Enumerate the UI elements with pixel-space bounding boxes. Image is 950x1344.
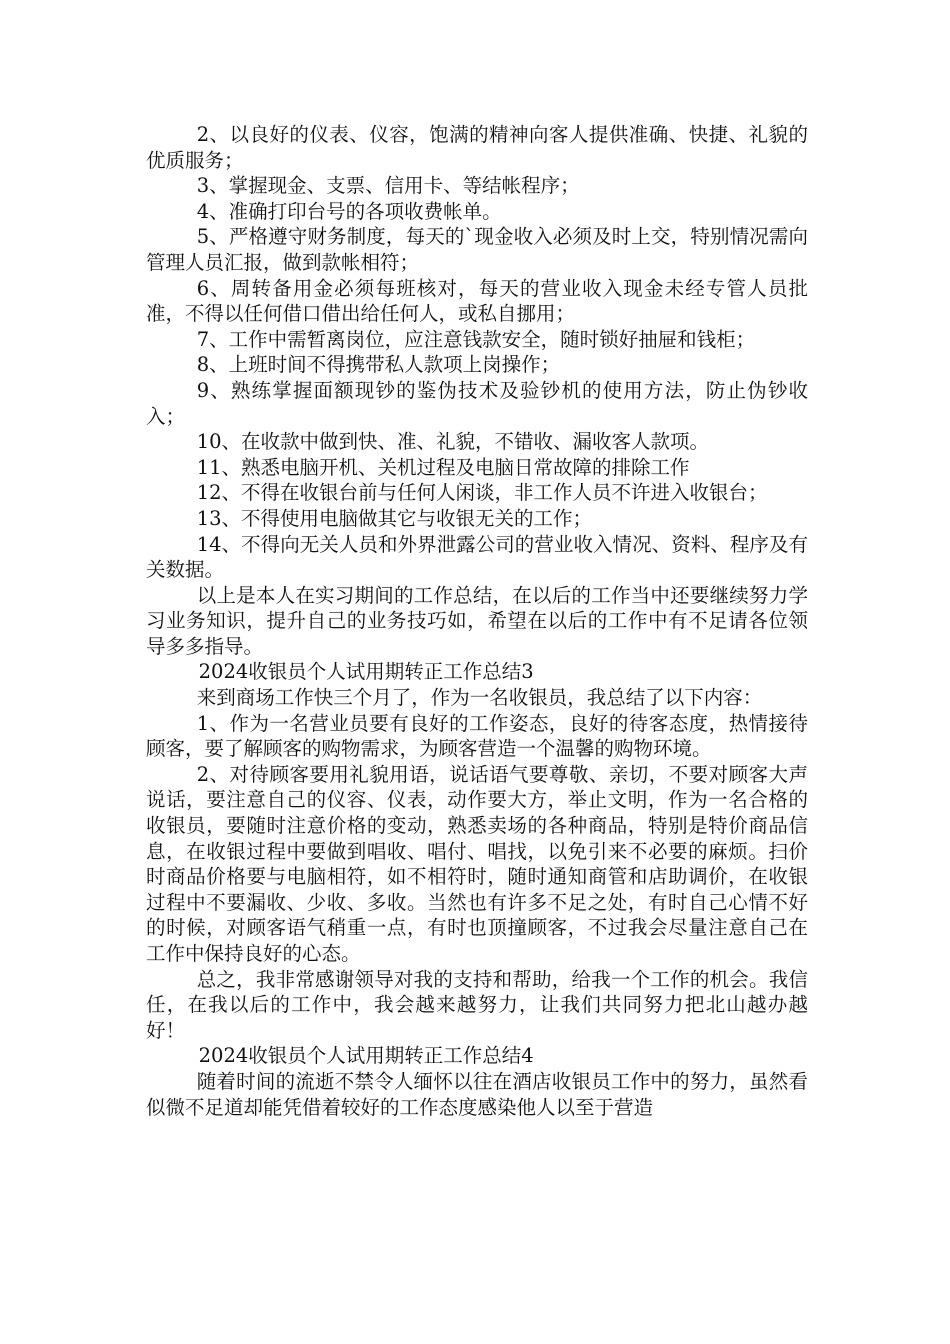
- paragraph-item-11: 11、熟悉电脑开机、关机过程及电脑日常故障的排除工作: [196, 455, 690, 479]
- summary-paragraph: 以上是本人在实习期间的工作总结，在以后的工作当中还要继续努力学习业务知识，提升自己的业务技巧如，希望在以后的工作中有不足请各位领导多多指导。: [146, 583, 808, 658]
- intro-paragraph-3: 来到商场工作快三个月了，作为一名收银员，我总结了以下内容：: [196, 686, 763, 710]
- section3-item-1: 1、作为一名营业员要有良好的工作姿态，良好的待客态度，热情接待顾客，要了解顾客的购物需求，为顾客营造一个温馨的购物环境。: [146, 711, 808, 761]
- paragraph-item-13: 13、不得使用电脑做其它与收银无关的工作；: [196, 506, 593, 530]
- paragraph-item-10: 10、在收款中做到快、准、礼貌，不错收、漏收客人款项。: [196, 430, 710, 454]
- paragraph-item-5: 5、严格遵守财务制度，每天的`现金收入必须及时上交，特别情况需向管理人员汇报，做到款帐相符；: [146, 225, 808, 274]
- conclusion-paragraph-3: 总之，我非常感谢领导对我的支持和帮助，给我一个工作的机会。我信任，在我以后的工作中，我会越来越努力，让我们共同努力把北山越办越好！: [146, 967, 808, 1042]
- paragraph-item-14: 14、不得向无关人员和外界泄露公司的营业收入情况、资料、程序及有关数据。: [146, 532, 808, 582]
- paragraph-item-7: 7、工作中需暂离岗位，应注意钱款安全，随时锁好抽屉和钱柜；: [196, 327, 756, 351]
- intro-paragraph-4: 随着时间的流逝不禁令人缅怀以往在酒店收银员工作中的努力，虽然看似微不足道却能凭借着较好的工作态度感染他人以至于营造: [146, 1069, 808, 1119]
- paragraph-item-12: 12、不得在收银台前与任何人闲谈，非工作人员不许进入收银台；: [196, 481, 768, 505]
- paragraph-item-3: 3、掌握现金、支票、信用卡、等结帐程序；: [196, 174, 580, 198]
- paragraph-item-9: 9、熟练掌握面额现钞的鉴伪技术及验钞机的使用方法，防止伪钞收入；: [146, 378, 808, 428]
- paragraph-item-2: 2、以良好的仪表、仪容，饱满的精神向客人提供准确、快捷、礼貌的优质服务；: [146, 123, 808, 172]
- document-body: [146, 122, 808, 1120]
- section3-item-2: 2、对待顾客要用礼貌用语，说话语气要尊敬、亲切，不要对顾客大声说话，要注意自己的仪容、仪表，动作要大方，举止文明，作为一名合格的收银员，要随时注意价格的变动，熟悉卖场的各种商品，特别是特价商品信息，在收银过程中要做到唱收、唱付、唱找，以免引来不必要的麻烦。扫价时商品价格要与电脑相符，如不相符时，随时通知商管和店助调价，在收银过程中不要漏收、少收、多收。当然也有许多不足之处，有时自己心情不好的时候，对顾客语气稍重一点，有时也顶撞顾客，不过我会尽量注意自己在工作中保持良好的心态。: [146, 762, 808, 965]
- paragraph-item-4: 4、准确打印台号的各项收费帐单。: [196, 199, 502, 223]
- paragraph-item-8: 8、上班时间不得携带私人款项上岗操作；: [196, 353, 561, 377]
- section-heading-4: 2024收银员个人试用期转正工作总结4: [198, 1044, 534, 1068]
- paragraph-item-6: 6、周转备用金必须每班核对，每天的营业收入现金未经专管人员批准，不得以任何借口借出给任何人，或私自挪用；: [146, 276, 808, 326]
- section-heading-3: 2024收银员个人试用期转正工作总结3: [198, 660, 534, 684]
